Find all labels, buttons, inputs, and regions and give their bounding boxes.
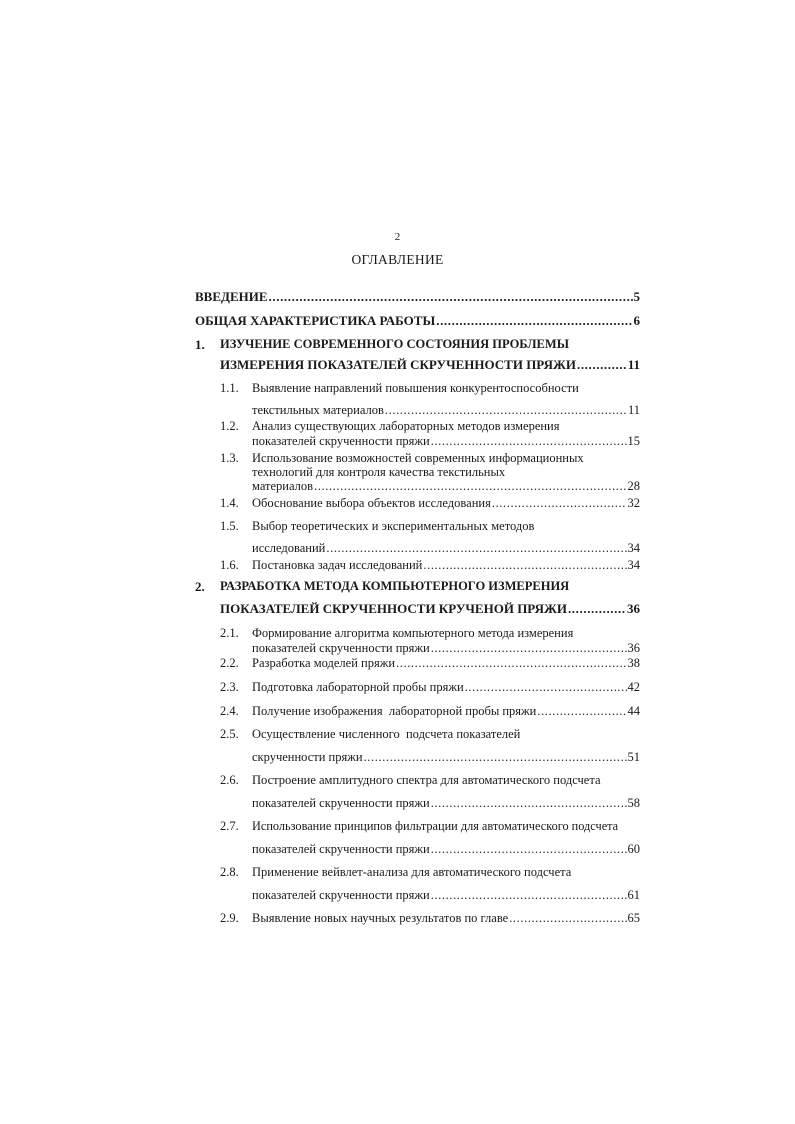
- dot-leader: [431, 434, 627, 449]
- toc-entry-2-7[interactable]: [252, 842, 640, 860]
- section-number: 2.2.: [220, 656, 239, 670]
- section-title-line: Анализ существующих лабораторных методов измерения: [252, 419, 560, 433]
- section-title-line: технологий для контроля качества текстильных: [252, 465, 506, 479]
- toc-entry-page: 65: [627, 911, 640, 925]
- toc-entry-page: 38: [627, 656, 640, 670]
- section-number: 1.1.: [220, 381, 239, 395]
- section-title-line: Использование возможностей современных информационных: [252, 451, 584, 465]
- toc-entry-text: скрученности пряжи: [252, 750, 363, 764]
- dot-leader: [509, 911, 626, 926]
- dot-leader: [431, 641, 627, 656]
- toc-entry-1-3[interactable]: [252, 479, 640, 497]
- toc-entry-text: Выявление новых научных результатов по главе: [252, 911, 509, 925]
- section-number: 1.2.: [220, 419, 239, 433]
- section-number: 1.4.: [220, 496, 239, 510]
- chapter-number: 1.: [195, 337, 205, 352]
- dot-leader: [436, 313, 632, 329]
- toc-entry-text: материалов: [252, 479, 314, 493]
- section-number: 1.3.: [220, 451, 239, 465]
- section-title-line: Использование принципов фильтрации для автоматического подсчета: [252, 819, 619, 833]
- section-number: 2.3.: [220, 680, 239, 694]
- toc-entry-page: 32: [627, 496, 640, 510]
- toc-entry-text: Разработка моделей пряжи: [252, 656, 396, 670]
- section-title-line: Построение амплитудного спектра для автоматического подсчета: [252, 773, 601, 787]
- toc-entry-general[interactable]: [195, 313, 640, 331]
- toc-entry-2-8[interactable]: [252, 888, 640, 906]
- section-number: 2.5.: [220, 727, 239, 741]
- section-number: 1.6.: [220, 558, 239, 572]
- toc-entry-text: показателей скрученности пряжи: [252, 888, 430, 902]
- dot-leader: [364, 750, 627, 765]
- chapter-title-line: РАЗРАБОТКА МЕТОДА КОМПЬЮТЕРНОГО ИЗМЕРЕНИЯ: [220, 579, 570, 593]
- toc-entry-text: исследований: [252, 541, 326, 555]
- toc-entry-text: показателей скрученности пряжи: [252, 796, 430, 810]
- section-title-line: Выбор теоретических и экспериментальных методов: [252, 519, 535, 533]
- section-number: 2.1.: [220, 626, 239, 640]
- chapter-number: 2.: [195, 579, 205, 594]
- dot-leader: [568, 601, 626, 617]
- toc-entry-page: 34: [627, 541, 640, 555]
- chapter-title-line: ИЗУЧЕНИЕ СОВРЕМЕННОГО СОСТОЯНИЯ ПРОБЛЕМЫ: [220, 337, 569, 351]
- page-number: 2: [394, 231, 401, 243]
- dot-leader: [431, 842, 627, 857]
- toc-entry-text: Подготовка лабораторной пробы пряжи: [252, 680, 464, 694]
- toc-entry-page: 44: [627, 704, 640, 718]
- dot-leader: [326, 541, 626, 556]
- toc-entry-page: 42: [627, 680, 640, 694]
- toc-entry-2-2[interactable]: [252, 656, 640, 674]
- toc-title: ОГЛАВЛЕНИЕ: [351, 252, 444, 267]
- toc-entry-page: 15: [627, 434, 640, 448]
- toc-entry-page: 60: [627, 842, 640, 856]
- toc-entry-text: показателей скрученности пряжи: [252, 434, 430, 448]
- toc-entry-chapter-1[interactable]: [220, 357, 640, 375]
- toc-entry-page: 6: [633, 313, 640, 328]
- toc-entry-1-5[interactable]: [252, 541, 640, 559]
- toc-entry-text: текстильных материалов: [252, 403, 384, 417]
- dot-leader: [423, 558, 626, 573]
- dot-leader: [431, 888, 627, 903]
- toc-entry-2-3[interactable]: [252, 680, 640, 698]
- toc-entry-2-5[interactable]: [252, 750, 640, 768]
- toc-entry-page: 11: [627, 357, 640, 372]
- toc-entry-text: показателей скрученности пряжи: [252, 842, 430, 856]
- section-title-line: Применение вейвлет-анализа для автоматического подсчета: [252, 865, 572, 879]
- dot-leader: [537, 704, 626, 719]
- toc-entry-page: 36: [627, 641, 640, 655]
- toc-entry-text: ПОКАЗАТЕЛЕЙ СКРУЧЕННОСТИ КРУЧЕНОЙ ПРЯЖИ: [220, 601, 567, 616]
- dot-leader: [465, 680, 627, 695]
- toc-entry-2-6[interactable]: [252, 796, 640, 814]
- section-number: 2.4.: [220, 704, 239, 718]
- toc-entry-text: ВВЕДЕНИЕ: [195, 289, 268, 304]
- toc-entry-text: ИЗМЕРЕНИЯ ПОКАЗАТЕЛЕЙ СКРУЧЕННОСТИ ПРЯЖИ: [220, 357, 576, 372]
- toc-entry-page: 61: [627, 888, 640, 902]
- toc-entry-page: 28: [627, 479, 640, 493]
- dot-leader: [396, 656, 626, 671]
- section-title-line: Выявление направлений повышения конкурентоспособности: [252, 381, 579, 395]
- toc-entry-chapter-2[interactable]: [220, 601, 640, 619]
- toc-entry-text: Постановка задач исследований: [252, 558, 423, 572]
- toc-entry-text: Получение изображения лабораторной пробы пряжи: [252, 704, 537, 718]
- section-number: 2.9.: [220, 911, 239, 925]
- toc-entry-page: 5: [633, 289, 640, 304]
- section-number: 2.8.: [220, 865, 239, 879]
- toc-entry-1-2[interactable]: [252, 434, 640, 452]
- toc-entry-1-4[interactable]: [252, 496, 640, 514]
- toc-entry-1-6[interactable]: [252, 558, 640, 576]
- dot-leader: [431, 796, 627, 811]
- toc-entry-2-4[interactable]: [252, 704, 640, 722]
- section-title-line: Осуществление численного подсчета показателей: [252, 727, 521, 741]
- dot-leader: [577, 357, 627, 373]
- section-number: 1.5.: [220, 519, 239, 533]
- dot-leader: [492, 496, 627, 511]
- toc-entry-page: 34: [627, 558, 640, 572]
- toc-entry-page: 36: [627, 601, 640, 616]
- section-number: 2.7.: [220, 819, 239, 833]
- toc-entry-text: Обоснование выбора объектов исследования: [252, 496, 491, 510]
- toc-entry-page: 11: [627, 403, 640, 417]
- toc-entry-page: 58: [627, 796, 640, 810]
- dot-leader: [314, 479, 626, 494]
- dot-leader: [385, 403, 627, 418]
- dot-leader: [269, 289, 633, 305]
- toc-entry-2-9[interactable]: [252, 911, 640, 929]
- section-number: 2.6.: [220, 773, 239, 787]
- section-title-line: Формирование алгоритма компьютерного метода измерения: [252, 626, 574, 640]
- toc-entry-intro[interactable]: [195, 289, 640, 307]
- toc-entry-page: 51: [627, 750, 640, 764]
- toc-entry-text: показателей скрученности пряжи: [252, 641, 430, 655]
- toc-entry-text: ОБЩАЯ ХАРАКТЕРИСТИКА РАБОТЫ: [195, 313, 436, 328]
